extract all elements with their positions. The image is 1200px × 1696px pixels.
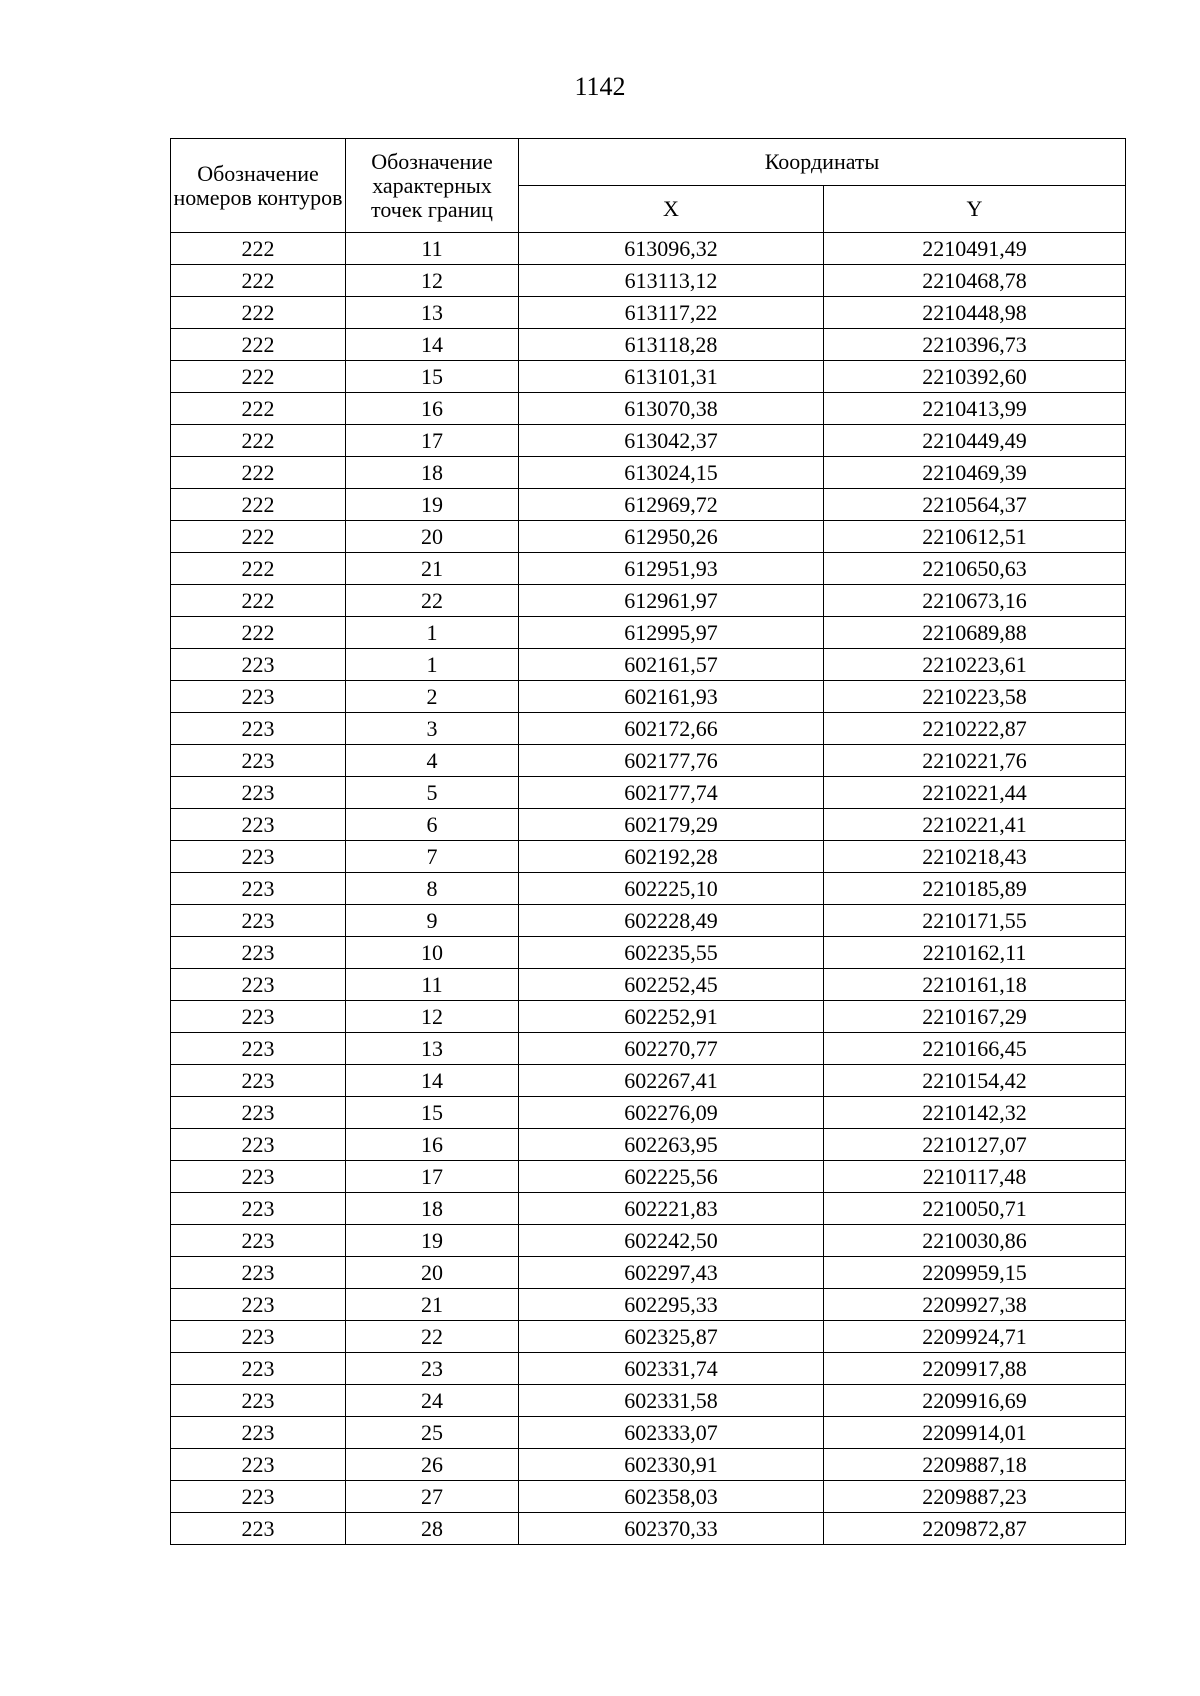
point-number-cell: 13 xyxy=(346,297,519,329)
contour-number-cell: 222 xyxy=(171,361,346,393)
point-number-cell: 20 xyxy=(346,1257,519,1289)
contour-number-cell: 223 xyxy=(171,1417,346,1449)
point-number-cell: 12 xyxy=(346,1001,519,1033)
table-row xyxy=(171,969,1126,1001)
table-row xyxy=(171,553,1126,585)
x-coordinate-cell: 602263,95 xyxy=(519,1129,824,1161)
x-coordinate-cell: 612969,72 xyxy=(519,489,824,521)
point-number-cell: 28 xyxy=(346,1513,519,1545)
point-number-cell: 13 xyxy=(346,1033,519,1065)
table-row xyxy=(171,1289,1126,1321)
y-coordinate-cell: 2210223,61 xyxy=(824,649,1126,681)
contour-number-cell: 223 xyxy=(171,1289,346,1321)
y-coordinate-cell: 2210166,45 xyxy=(824,1033,1126,1065)
table-row xyxy=(171,841,1126,873)
table-row xyxy=(171,649,1126,681)
x-coordinate-cell: 612950,26 xyxy=(519,521,824,553)
x-coordinate-cell: 602331,74 xyxy=(519,1353,824,1385)
contour-number-cell: 222 xyxy=(171,329,346,361)
coordinates-table xyxy=(170,138,1126,1545)
contour-number-cell: 223 xyxy=(171,1001,346,1033)
table-row xyxy=(171,329,1126,361)
point-number-cell: 10 xyxy=(346,937,519,969)
contour-number-cell: 223 xyxy=(171,713,346,745)
table-row xyxy=(171,905,1126,937)
table-row xyxy=(171,1001,1126,1033)
point-number-cell: 1 xyxy=(346,617,519,649)
y-coordinate-cell: 2210185,89 xyxy=(824,873,1126,905)
contour-number-cell: 223 xyxy=(171,809,346,841)
x-coordinate-cell: 602252,91 xyxy=(519,1001,824,1033)
contour-number-cell: 222 xyxy=(171,297,346,329)
x-coordinate-cell: 613113,12 xyxy=(519,265,824,297)
x-coordinate-cell: 602270,77 xyxy=(519,1033,824,1065)
x-coordinate-cell: 613070,38 xyxy=(519,393,824,425)
table-row xyxy=(171,297,1126,329)
contour-number-cell: 223 xyxy=(171,1033,346,1065)
x-coordinate-cell: 602177,74 xyxy=(519,777,824,809)
contour-number-cell: 223 xyxy=(171,1385,346,1417)
point-number-cell: 17 xyxy=(346,425,519,457)
contour-number-cell: 222 xyxy=(171,457,346,489)
contour-number-cell: 222 xyxy=(171,489,346,521)
table-row xyxy=(171,873,1126,905)
x-coordinate-cell: 602192,28 xyxy=(519,841,824,873)
header-x: X xyxy=(519,186,824,233)
x-coordinate-cell: 613096,32 xyxy=(519,233,824,265)
y-coordinate-cell: 2209887,23 xyxy=(824,1481,1126,1513)
x-coordinate-cell: 602235,55 xyxy=(519,937,824,969)
y-coordinate-cell: 2210030,86 xyxy=(824,1225,1126,1257)
contour-number-cell: 222 xyxy=(171,553,346,585)
point-number-cell: 21 xyxy=(346,1289,519,1321)
y-coordinate-cell: 2210222,87 xyxy=(824,713,1126,745)
x-coordinate-cell: 602225,56 xyxy=(519,1161,824,1193)
table-row xyxy=(171,265,1126,297)
table-row xyxy=(171,489,1126,521)
table-row xyxy=(171,393,1126,425)
point-number-cell: 24 xyxy=(346,1385,519,1417)
point-number-cell: 11 xyxy=(346,969,519,1001)
table-row xyxy=(171,745,1126,777)
table-row xyxy=(171,937,1126,969)
point-number-cell: 2 xyxy=(346,681,519,713)
x-coordinate-cell: 602325,87 xyxy=(519,1321,824,1353)
point-number-cell: 15 xyxy=(346,1097,519,1129)
contour-number-cell: 222 xyxy=(171,393,346,425)
contour-number-cell: 223 xyxy=(171,969,346,1001)
point-number-cell: 17 xyxy=(346,1161,519,1193)
y-coordinate-cell: 2210050,71 xyxy=(824,1193,1126,1225)
x-coordinate-cell: 602228,49 xyxy=(519,905,824,937)
x-coordinate-cell: 613024,15 xyxy=(519,457,824,489)
contour-number-cell: 223 xyxy=(171,1193,346,1225)
contour-number-cell: 223 xyxy=(171,1225,346,1257)
contour-number-cell: 223 xyxy=(171,777,346,809)
table-row xyxy=(171,1129,1126,1161)
y-coordinate-cell: 2209916,69 xyxy=(824,1385,1126,1417)
contour-number-cell: 222 xyxy=(171,265,346,297)
table-row xyxy=(171,1065,1126,1097)
x-coordinate-cell: 602370,33 xyxy=(519,1513,824,1545)
table-row xyxy=(171,585,1126,617)
y-coordinate-cell: 2210673,16 xyxy=(824,585,1126,617)
contour-number-cell: 222 xyxy=(171,425,346,457)
table-row xyxy=(171,1321,1126,1353)
point-number-cell: 20 xyxy=(346,521,519,553)
table-row xyxy=(171,1257,1126,1289)
y-coordinate-cell: 2210396,73 xyxy=(824,329,1126,361)
point-number-cell: 22 xyxy=(346,1321,519,1353)
y-coordinate-cell: 2210689,88 xyxy=(824,617,1126,649)
contour-number-cell: 223 xyxy=(171,873,346,905)
y-coordinate-cell: 2210221,76 xyxy=(824,745,1126,777)
y-coordinate-cell: 2210392,60 xyxy=(824,361,1126,393)
point-number-cell: 26 xyxy=(346,1449,519,1481)
table-row xyxy=(171,681,1126,713)
table-row xyxy=(171,713,1126,745)
x-coordinate-cell: 602358,03 xyxy=(519,1481,824,1513)
x-coordinate-cell: 602161,57 xyxy=(519,649,824,681)
table-row xyxy=(171,1225,1126,1257)
y-coordinate-cell: 2210167,29 xyxy=(824,1001,1126,1033)
point-number-cell: 7 xyxy=(346,841,519,873)
contour-number-cell: 222 xyxy=(171,233,346,265)
y-coordinate-cell: 2210650,63 xyxy=(824,553,1126,585)
x-coordinate-cell: 613118,28 xyxy=(519,329,824,361)
point-number-cell: 16 xyxy=(346,1129,519,1161)
y-coordinate-cell: 2209924,71 xyxy=(824,1321,1126,1353)
x-coordinate-cell: 612951,93 xyxy=(519,553,824,585)
x-coordinate-cell: 602177,76 xyxy=(519,745,824,777)
table-header xyxy=(171,139,1126,233)
table-row xyxy=(171,457,1126,489)
x-coordinate-cell: 602331,58 xyxy=(519,1385,824,1417)
point-number-cell: 27 xyxy=(346,1481,519,1513)
x-coordinate-cell: 602333,07 xyxy=(519,1417,824,1449)
header-boundary-points: Обозначение характерных точек границ xyxy=(346,139,519,233)
y-coordinate-cell: 2210223,58 xyxy=(824,681,1126,713)
contour-number-cell: 223 xyxy=(171,1321,346,1353)
table-row xyxy=(171,777,1126,809)
table-row xyxy=(171,1161,1126,1193)
point-number-cell: 25 xyxy=(346,1417,519,1449)
y-coordinate-cell: 2209914,01 xyxy=(824,1417,1126,1449)
contour-number-cell: 223 xyxy=(171,1161,346,1193)
header-contour-numbers: Обозначение номеров контуров xyxy=(171,139,346,233)
contour-number-cell: 223 xyxy=(171,649,346,681)
contour-number-cell: 223 xyxy=(171,1065,346,1097)
y-coordinate-cell: 2209887,18 xyxy=(824,1449,1126,1481)
x-coordinate-cell: 602221,83 xyxy=(519,1193,824,1225)
y-coordinate-cell: 2210142,32 xyxy=(824,1097,1126,1129)
table-row xyxy=(171,1033,1126,1065)
point-number-cell: 11 xyxy=(346,233,519,265)
y-coordinate-cell: 2210154,42 xyxy=(824,1065,1126,1097)
contour-number-cell: 222 xyxy=(171,585,346,617)
contour-number-cell: 223 xyxy=(171,1129,346,1161)
table-row xyxy=(171,1097,1126,1129)
contour-number-cell: 223 xyxy=(171,745,346,777)
x-coordinate-cell: 602295,33 xyxy=(519,1289,824,1321)
x-coordinate-cell: 602330,91 xyxy=(519,1449,824,1481)
y-coordinate-cell: 2209872,87 xyxy=(824,1513,1126,1545)
table-row xyxy=(171,1385,1126,1417)
table-row xyxy=(171,1353,1126,1385)
contour-number-cell: 223 xyxy=(171,1449,346,1481)
point-number-cell: 18 xyxy=(346,1193,519,1225)
contour-number-cell: 222 xyxy=(171,521,346,553)
y-coordinate-cell: 2210469,39 xyxy=(824,457,1126,489)
table-row xyxy=(171,809,1126,841)
point-number-cell: 21 xyxy=(346,553,519,585)
point-number-cell: 14 xyxy=(346,329,519,361)
point-number-cell: 6 xyxy=(346,809,519,841)
point-number-cell: 3 xyxy=(346,713,519,745)
contour-number-cell: 222 xyxy=(171,617,346,649)
y-coordinate-cell: 2209959,15 xyxy=(824,1257,1126,1289)
contour-number-cell: 223 xyxy=(171,841,346,873)
table-row xyxy=(171,1513,1126,1545)
x-coordinate-cell: 612995,97 xyxy=(519,617,824,649)
table-row xyxy=(171,1417,1126,1449)
contour-number-cell: 223 xyxy=(171,1513,346,1545)
y-coordinate-cell: 2209917,88 xyxy=(824,1353,1126,1385)
y-coordinate-cell: 2210221,41 xyxy=(824,809,1126,841)
x-coordinate-cell: 602179,29 xyxy=(519,809,824,841)
x-coordinate-cell: 602252,45 xyxy=(519,969,824,1001)
x-coordinate-cell: 602276,09 xyxy=(519,1097,824,1129)
point-number-cell: 15 xyxy=(346,361,519,393)
y-coordinate-cell: 2210161,18 xyxy=(824,969,1126,1001)
x-coordinate-cell: 602172,66 xyxy=(519,713,824,745)
y-coordinate-cell: 2210448,98 xyxy=(824,297,1126,329)
point-number-cell: 19 xyxy=(346,489,519,521)
y-coordinate-cell: 2210491,49 xyxy=(824,233,1126,265)
y-coordinate-cell: 2210171,55 xyxy=(824,905,1126,937)
x-coordinate-cell: 602161,93 xyxy=(519,681,824,713)
contour-number-cell: 223 xyxy=(171,1257,346,1289)
point-number-cell: 14 xyxy=(346,1065,519,1097)
table-row xyxy=(171,233,1126,265)
y-coordinate-cell: 2210127,07 xyxy=(824,1129,1126,1161)
table-row xyxy=(171,1481,1126,1513)
point-number-cell: 5 xyxy=(346,777,519,809)
point-number-cell: 23 xyxy=(346,1353,519,1385)
point-number-cell: 18 xyxy=(346,457,519,489)
y-coordinate-cell: 2209927,38 xyxy=(824,1289,1126,1321)
point-number-cell: 12 xyxy=(346,265,519,297)
y-coordinate-cell: 2210413,99 xyxy=(824,393,1126,425)
contour-number-cell: 223 xyxy=(171,1481,346,1513)
contour-number-cell: 223 xyxy=(171,1097,346,1129)
table-row xyxy=(171,1449,1126,1481)
table-row xyxy=(171,521,1126,553)
y-coordinate-cell: 2210564,37 xyxy=(824,489,1126,521)
point-number-cell: 1 xyxy=(346,649,519,681)
x-coordinate-cell: 602242,50 xyxy=(519,1225,824,1257)
x-coordinate-cell: 612961,97 xyxy=(519,585,824,617)
table-row xyxy=(171,361,1126,393)
y-coordinate-cell: 2210449,49 xyxy=(824,425,1126,457)
header-coordinates: Координаты xyxy=(519,139,1126,186)
table-row xyxy=(171,617,1126,649)
table-row xyxy=(171,425,1126,457)
x-coordinate-cell: 613042,37 xyxy=(519,425,824,457)
point-number-cell: 4 xyxy=(346,745,519,777)
y-coordinate-cell: 2210162,11 xyxy=(824,937,1126,969)
point-number-cell: 8 xyxy=(346,873,519,905)
y-coordinate-cell: 2210221,44 xyxy=(824,777,1126,809)
x-coordinate-cell: 602225,10 xyxy=(519,873,824,905)
y-coordinate-cell: 2210612,51 xyxy=(824,521,1126,553)
y-coordinate-cell: 2210218,43 xyxy=(824,841,1126,873)
x-coordinate-cell: 602267,41 xyxy=(519,1065,824,1097)
point-number-cell: 9 xyxy=(346,905,519,937)
table-row xyxy=(171,1193,1126,1225)
point-number-cell: 16 xyxy=(346,393,519,425)
x-coordinate-cell: 602297,43 xyxy=(519,1257,824,1289)
point-number-cell: 19 xyxy=(346,1225,519,1257)
page-number: 1142 xyxy=(574,72,626,101)
y-coordinate-cell: 2210468,78 xyxy=(824,265,1126,297)
x-coordinate-cell: 613101,31 xyxy=(519,361,824,393)
contour-number-cell: 223 xyxy=(171,681,346,713)
contour-number-cell: 223 xyxy=(171,905,346,937)
header-y: Y xyxy=(824,186,1126,233)
table-body xyxy=(171,233,1126,1545)
y-coordinate-cell: 2210117,48 xyxy=(824,1161,1126,1193)
point-number-cell: 22 xyxy=(346,585,519,617)
contour-number-cell: 223 xyxy=(171,1353,346,1385)
contour-number-cell: 223 xyxy=(171,937,346,969)
x-coordinate-cell: 613117,22 xyxy=(519,297,824,329)
